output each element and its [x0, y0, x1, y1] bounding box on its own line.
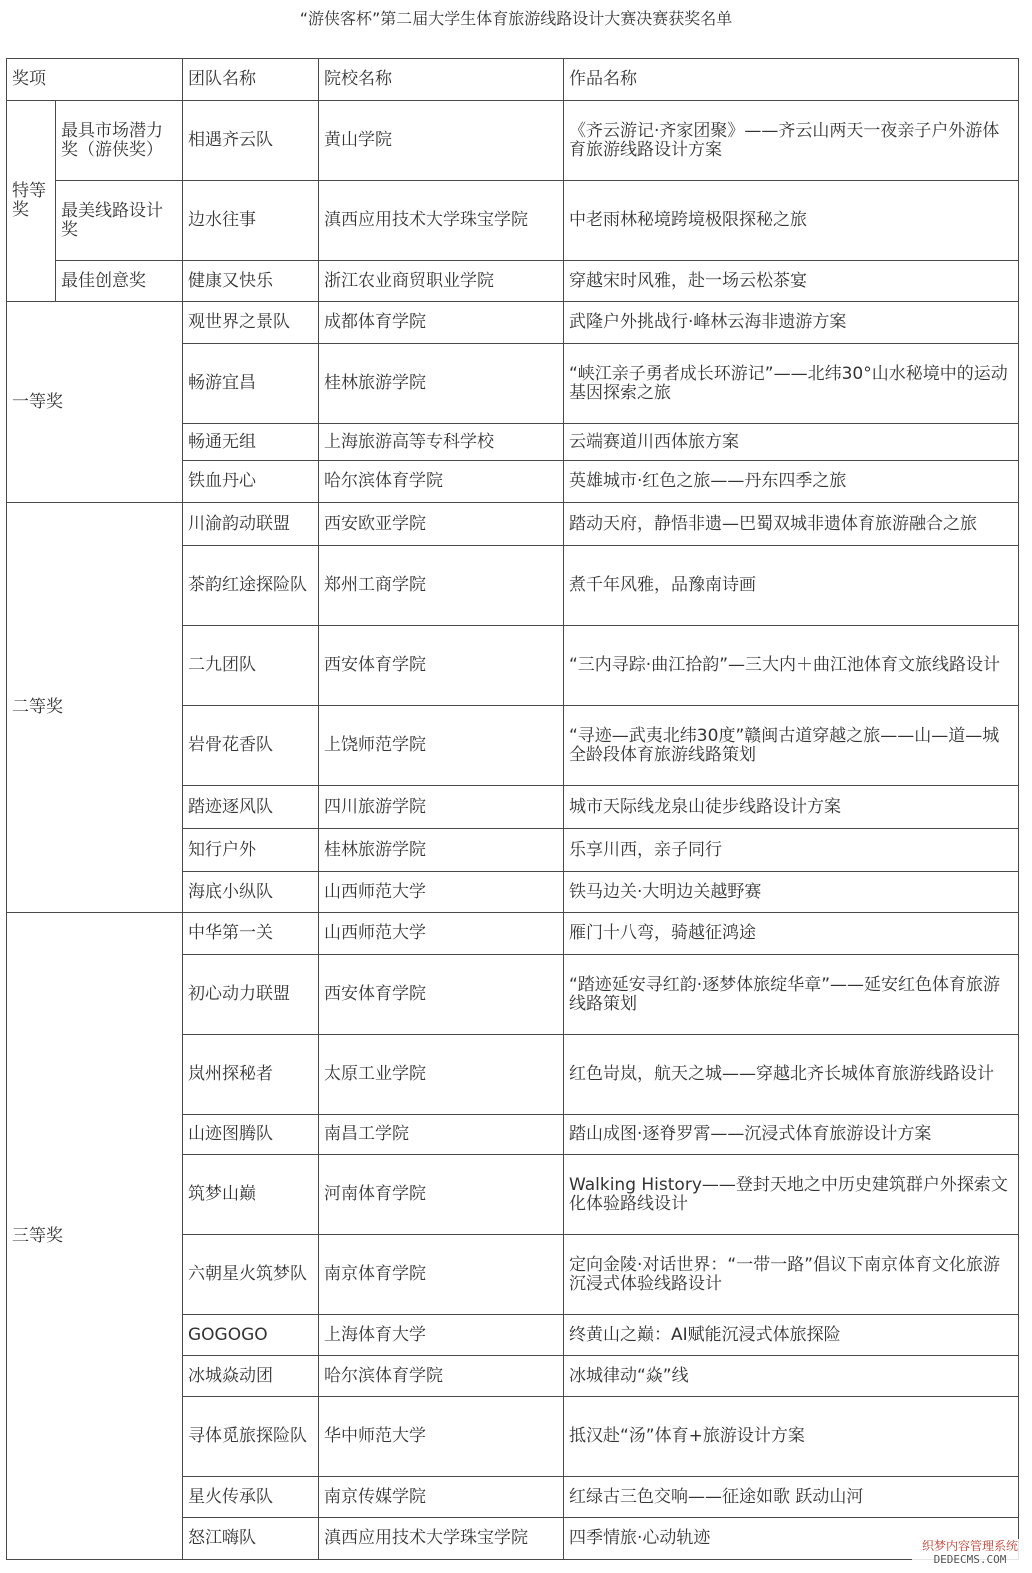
school-name: 滇西应用技术大学珠宝学院	[319, 181, 564, 261]
work-title: 定向金陵·对话世界：“一带一路”倡议下南京体育文化旅游沉浸式体验线路设计	[564, 1235, 1019, 1315]
team-name: 相遇齐云队	[183, 101, 319, 181]
work-title: 中老雨林秘境跨境极限探秘之旅	[564, 181, 1019, 261]
school-name: 黄山学院	[319, 101, 564, 181]
school-name: 桂林旅游学院	[319, 344, 564, 424]
school-name: 哈尔滨体育学院	[319, 1356, 564, 1397]
team-name: 筑梦山巅	[183, 1155, 319, 1235]
award-subcategory: 最美线路设计奖	[56, 181, 183, 261]
school-name: 成都体育学院	[319, 302, 564, 344]
work-title: “寻迹—武夷北纬30度”赣闽古道穿越之旅——山—道—城全龄段体育旅游线路策划	[564, 706, 1019, 786]
team-name: 山迹图腾队	[183, 1115, 319, 1155]
work-title: “峡江亲子勇者成长环游记”——北纬30°山水秘境中的运动基因探索之旅	[564, 344, 1019, 424]
school-name: 山西师范大学	[319, 872, 564, 913]
work-title: 云端赛道川西体旅方案	[564, 424, 1019, 461]
work-title: 煮千年风雅，品豫南诗画	[564, 546, 1019, 626]
school-name: 浙江农业商贸职业学院	[319, 261, 564, 302]
work-title: “踏迹延安寻红韵·逐梦体旅绽华章”——延安红色体育旅游线路策划	[564, 955, 1019, 1035]
school-name: 西安欧亚学院	[319, 503, 564, 546]
watermark-logo	[912, 1539, 1028, 1567]
team-name: GOGOGO	[183, 1315, 319, 1356]
school-name: 上饶师范学院	[319, 706, 564, 786]
work-title: “三内寻踪·曲江拾韵”—三大内＋曲江池体育文旅线路设计	[564, 626, 1019, 706]
team-name: 踏迹逐风队	[183, 786, 319, 829]
school-name: 河南体育学院	[319, 1155, 564, 1235]
team-name: 健康又快乐	[183, 261, 319, 302]
team-name: 观世界之景队	[183, 302, 319, 344]
work-title: 踏山成图·逐脊罗霄——沉浸式体育旅游设计方案	[564, 1115, 1019, 1155]
school-name: 太原工业学院	[319, 1035, 564, 1115]
team-name: 海底小纵队	[183, 872, 319, 913]
work-title: 《齐云游记·齐家团聚》——齐云山两天一夜亲子户外游体育旅游线路设计方案	[564, 101, 1019, 181]
team-name: 畅游宜昌	[183, 344, 319, 424]
work-title: 穿越宋时风雅，赴一场云松茶宴	[564, 261, 1019, 302]
team-name: 边水往事	[183, 181, 319, 261]
school-name: 上海旅游高等专科学校	[319, 424, 564, 461]
school-name: 南京传媒学院	[319, 1477, 564, 1518]
school-name: 上海体育大学	[319, 1315, 564, 1356]
header-row	[7, 59, 1019, 101]
table-row	[7, 302, 1019, 344]
school-name: 郑州工商学院	[319, 546, 564, 626]
watermark-line2: DEDECMS.COM	[933, 1553, 1007, 1566]
work-title: 红绿古三色交响——征途如歌 跃动山河	[564, 1477, 1019, 1518]
header-work: 作品名称	[564, 59, 1019, 101]
school-name: 滇西应用技术大学珠宝学院	[319, 1518, 564, 1560]
award-subcategory: 最具市场潜力奖（游侠奖）	[56, 101, 183, 181]
header-team: 团队名称	[183, 59, 319, 101]
school-name: 西安体育学院	[319, 955, 564, 1035]
team-name: 中华第一关	[183, 913, 319, 955]
school-name: 南京体育学院	[319, 1235, 564, 1315]
header-award: 奖项	[7, 59, 183, 101]
work-title: 雁门十八弯，骑越征鸿途	[564, 913, 1019, 955]
table-row	[7, 101, 1019, 181]
award-level: 二等奖	[7, 503, 183, 913]
table-row	[7, 181, 1019, 261]
award-subcategory: 最佳创意奖	[56, 261, 183, 302]
school-name: 桂林旅游学院	[319, 829, 564, 872]
work-title: 乐享川西，亲子同行	[564, 829, 1019, 872]
table-row	[7, 503, 1019, 546]
work-title: 踏动天府，静悟非遗—巴蜀双城非遗体育旅游融合之旅	[564, 503, 1019, 546]
team-name: 冰城焱动团	[183, 1356, 319, 1397]
header-school: 院校名称	[319, 59, 564, 101]
work-title: Walking History——登封天地之中历史建筑群户外探索文化体验路线设计	[564, 1155, 1019, 1235]
award-level: 三等奖	[7, 913, 183, 1560]
team-name: 二九团队	[183, 626, 319, 706]
award-level: 一等奖	[7, 302, 183, 503]
work-title: 抵汉赴“汤”体育+旅游设计方案	[564, 1397, 1019, 1477]
school-name: 西安体育学院	[319, 626, 564, 706]
school-name: 南昌工学院	[319, 1115, 564, 1155]
work-title: 英雄城市·红色之旅——丹东四季之旅	[564, 461, 1019, 503]
work-title: 冰城律动“焱”线	[564, 1356, 1019, 1397]
table-row	[7, 913, 1019, 955]
team-name: 岚州探秘者	[183, 1035, 319, 1115]
school-name: 四川旅游学院	[319, 786, 564, 829]
work-title: 武隆户外挑战行·峰林云海非遗游方案	[564, 302, 1019, 344]
team-name: 岩骨花香队	[183, 706, 319, 786]
team-name: 六朝星火筑梦队	[183, 1235, 319, 1315]
work-title: 四季情旅·心动轨迹	[564, 1518, 1019, 1560]
award-level: 特等奖	[7, 101, 56, 302]
team-name: 铁血丹心	[183, 461, 319, 503]
award-table	[6, 58, 1019, 1560]
page-title: “游侠客杯”第二届大学生体育旅游线路设计大赛决赛获奖名单	[299, 9, 733, 28]
school-name: 华中师范大学	[319, 1397, 564, 1477]
work-title: 终黄山之巅：AI赋能沉浸式体旅探险	[564, 1315, 1019, 1356]
school-name: 山西师范大学	[319, 913, 564, 955]
work-title: 红色岢岚，航天之城——穿越北齐长城体育旅游线路设计	[564, 1035, 1019, 1115]
watermark-line1: 织梦内容管理系统	[921, 1539, 1018, 1553]
team-name: 畅通无组	[183, 424, 319, 461]
table-row	[7, 261, 1019, 302]
team-name: 茶韵红途探险队	[183, 546, 319, 626]
team-name: 星火传承队	[183, 1477, 319, 1518]
team-name: 川渝韵动联盟	[183, 503, 319, 546]
school-name: 哈尔滨体育学院	[319, 461, 564, 503]
team-name: 初心动力联盟	[183, 955, 319, 1035]
team-name: 怒江嗨队	[183, 1518, 319, 1560]
team-name: 知行户外	[183, 829, 319, 872]
work-title: 城市天际线龙泉山徒步线路设计方案	[564, 786, 1019, 829]
work-title: 铁马边关·大明边关越野赛	[564, 872, 1019, 913]
team-name: 寻体觅旅探险队	[183, 1397, 319, 1477]
